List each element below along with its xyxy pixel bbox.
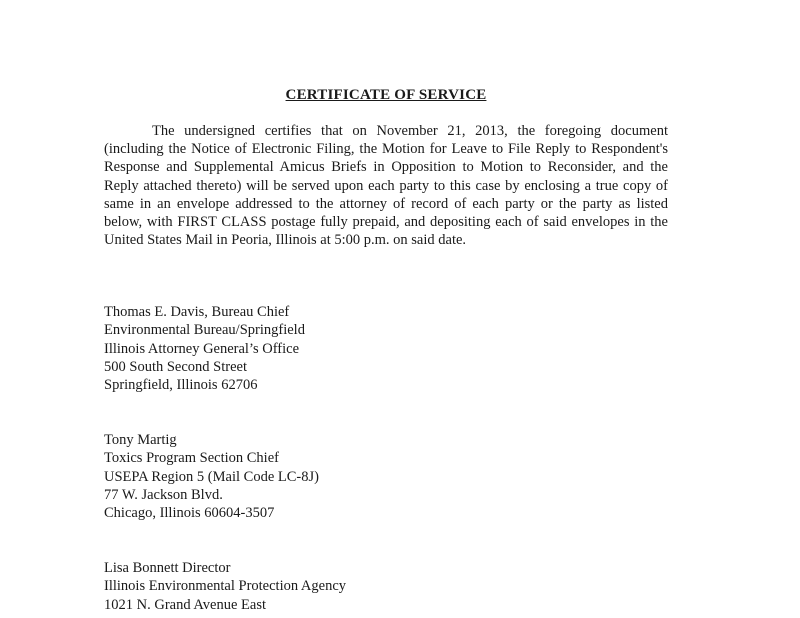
certificate-title: CERTIFICATE OF SERVICE <box>285 87 487 103</box>
recipient-address-line: Toxics Program Section Chief <box>104 450 279 467</box>
recipient-address-line: USEPA Region 5 (Mail Code LC-8J) <box>104 468 319 485</box>
recipient-address-line: Springfield, Illinois 62706 <box>104 377 258 394</box>
recipient-name: Tony Martig <box>104 432 177 448</box>
recipient-address-line: Illinois Environmental Protection Agency <box>104 578 347 595</box>
certification-paragraph: The undersigned certifies that on November 21, 2013, the foregoing document (including the Notice of Electronic Filing, the Motion for Leave to File Reply to Respondent's Response and Supplemental Amicus Briefs in Opposition to Motion to Reconsider, and the Reply attached thereto) will be served upon each party to this case by enclosing a true copy of same in an envelope addressed to the attorney of record of each party or the party as listed below, with FIRST CLASS postage fully prepaid, and depositing each of said envelopes in the United States Mail in Peoria, Illinois at 5:00 p.m. on said date. <box>104 123 668 249</box>
recipient-address-line: 500 South Second Street <box>104 358 247 375</box>
recipient-address-line: Environmental Bureau/Springfield <box>104 322 305 339</box>
recipient-address-block <box>104 303 305 394</box>
recipient-name: Lisa Bonnett Director <box>104 560 231 576</box>
recipient-address-block <box>104 431 319 522</box>
recipient-name: Thomas E. Davis, Bureau Chief <box>104 304 290 320</box>
recipient-address-line: Illinois Attorney General’s Office <box>104 340 300 357</box>
recipient-address-line: 1021 N. Grand Avenue East <box>104 596 267 613</box>
recipient-address-block <box>104 559 346 614</box>
recipient-address-line: Chicago, Illinois 60604-3507 <box>104 505 275 522</box>
recipient-address-line: 77 W. Jackson Blvd. <box>104 486 223 503</box>
